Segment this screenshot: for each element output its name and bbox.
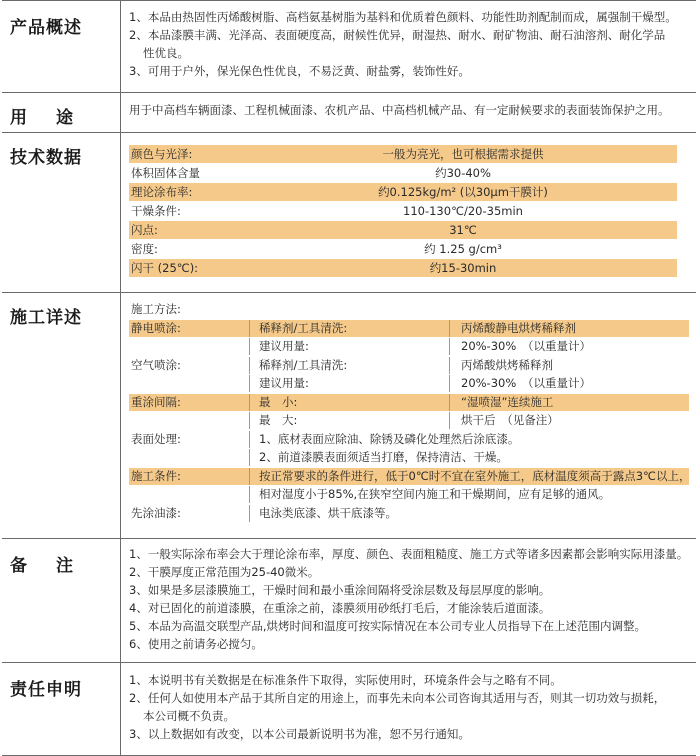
air-thinner-label: 稀释剂/工具清洗: [259,358,348,372]
surface-row-2 [129,449,689,466]
air-dosage-value: 20%-30% （以重量计） [461,376,592,390]
primer-row [129,505,689,522]
liability-line-4: 3、以上数据如有改变，以本公司最新说明书为准，恕不另行通知。 [129,727,470,741]
cell-divider [449,412,450,429]
electro-row-1 [129,320,689,337]
interval-label: 重涂间隔: [131,395,181,409]
interval-max-label: 最 大: [259,413,298,427]
overview-line-1: 1、本品由热固性丙烯酸树脂、高档氨基树脂为基料和优质着色颜料、功能性助剂配制而成，属强制干燥型。 [129,10,677,24]
cell-divider [249,486,250,503]
tech-row-color [129,145,677,163]
electro-label: 静电喷涂: [131,321,181,335]
tech-value: 一般为亮光，也可根据需求提供 [382,147,544,161]
tech-label: 颜色与光泽: [131,147,193,161]
cell-divider [249,357,250,374]
cell-divider [249,338,250,355]
primer-label: 先涂油漆: [131,506,181,520]
tech-value: 110-130℃/20-35min [403,204,523,218]
electro-row-2 [129,338,689,355]
cell-divider [449,357,450,374]
overview-heading: 产品概述 [10,18,82,38]
overview-line-4: 3、可用于户外，保光保色性优良，不易泛黄、耐盐雾，装饰性好。 [129,64,470,78]
tech-row-flashpoint [129,221,677,239]
tech-row-drying [129,202,677,220]
tech-heading: 技术数据 [10,148,82,168]
notes-heading: 备 注 [10,556,79,576]
conditions-line-1: 按正常要求的条件进行，低于0℃时不宜在室外施工，底材温度须高于露点3℃以上， [259,469,691,483]
column-divider [120,93,121,133]
air-dosage-label: 建议用量: [259,376,309,390]
section-liability [2,662,696,756]
usage-heading: 用 途 [10,108,79,128]
cell-divider [449,375,450,392]
air-label: 空气喷涂: [131,358,181,372]
column-divider [120,663,121,755]
cell-divider [449,338,450,355]
section-construction [2,292,696,539]
tech-value: 31℃ [449,223,477,237]
interval-max-value: 烘干后 （见备注） [461,413,559,427]
conditions-line-2: 相对湿度小于85%,在狭窄空间内施工和干燥期间，应有足够的通风。 [259,487,611,501]
cell-divider [449,394,450,411]
tech-row-coverage [129,183,677,201]
notes-line-6: 6、使用之前请务必搅匀。 [129,637,263,651]
tech-row-solids [129,164,677,182]
notes-line-3: 3、如果是多层漆膜施工，干燥时间和最小重涂间隔将受涂层数及每层厚度的影响。 [129,583,551,597]
tech-value: 约0.125kg/m² (以30μm干膜计) [378,185,548,199]
cell-divider [449,320,450,337]
cell-divider [249,468,250,485]
air-row-2 [129,375,689,392]
tech-value: 约 1.25 g/cm³ [424,242,502,256]
electro-thinner-value: 丙烯酸静电烘烤稀释剂 [461,321,576,335]
notes-line-4: 4、对已固化的前道漆膜，在重涂之前，漆膜须用砂纸打毛后，才能涂装后道面漆。 [129,601,551,615]
liability-line-3: 本公司概不负责。 [143,709,235,723]
interval-min-value: “湿喷湿”连续施工 [461,395,554,409]
construction-heading: 施工详述 [10,308,82,328]
air-thinner-value: 丙烯酸烘烤稀释剂 [461,358,553,372]
conditions-row-2 [129,486,689,503]
surface-line-1: 1、底材表面应除油、除锈及磷化处理然后涂底漆。 [259,432,520,446]
interval-min-label: 最 小: [259,395,298,409]
column-divider [120,539,121,663]
conditions-label: 施工条件: [131,469,181,483]
tech-label: 密度: [131,242,158,256]
cell-divider [249,375,250,392]
electro-thinner-label: 稀释剂/工具清洗: [259,321,348,335]
column-divider [120,133,121,293]
liability-line-1: 1、本说明书有关数据是在标准条件下取得，实际使用时，环境条件会与之略有不同。 [129,673,562,687]
notes-line-1: 1、一般实际涂布率会大于理论涂布率，厚度、颜色、表面粗糙度、施工方式等诸多因素都会影响实际用漆量。 [129,547,689,561]
cell-divider [249,431,250,448]
cell-divider [249,394,250,411]
tech-value: 约15-30min [429,261,497,275]
usage-text: 用于中高档车辆面漆、工程机械面漆、农机产品、中高档机械产品、有一定耐候要求的表面装饰保护之用。 [129,103,670,117]
tech-label: 体积固体含量 [131,166,200,180]
method-title-row [129,301,689,318]
tech-label: 闪点: [131,223,158,237]
conditions-row-1 [129,468,689,485]
primer-value: 电泳类底漆、烘干底漆等。 [259,506,397,520]
interval-row-2 [129,412,689,429]
liability-heading: 责任申明 [10,680,82,700]
tech-value: 约30-40% [435,166,491,180]
cell-divider [249,412,250,429]
section-notes [2,538,696,663]
surface-label: 表面处理: [131,432,181,446]
cell-divider [249,320,250,337]
air-row-1 [129,357,689,374]
notes-line-2: 2、干膜厚度正常范围为25-40微米。 [129,565,320,579]
tech-row-density [129,240,677,258]
cell-divider [249,449,250,466]
interval-row-1 [129,394,689,411]
section-tech-data [2,132,696,293]
tech-label: 干燥条件: [131,204,181,218]
electro-dosage-label: 建议用量: [259,339,309,353]
section-usage [2,92,696,133]
electro-dosage-value: 20%-30% （以重量计） [461,339,592,353]
overview-line-2: 2、本品漆膜丰满、光泽高、表面硬度高，耐候性优异，耐湿热、耐水、耐矿物油、耐石油溶剂、耐化学品 [129,28,666,42]
section-overview [2,0,696,93]
surface-row-1 [129,431,689,448]
notes-line-5: 5、本品为高温交联型产品,烘烤时间和温度可按实际情况在本公司专业人员指导下在上述范围内调整。 [129,619,646,633]
overview-line-3: 性优良。 [143,46,189,60]
tech-row-flash-dry [129,259,677,277]
tech-label: 理论涂布率: [131,185,193,199]
tech-label: 闪干 (25℃): [131,261,199,275]
cell-divider [249,505,250,522]
column-divider [120,1,121,93]
column-divider [120,293,121,539]
method-title: 施工方法: [131,302,181,316]
liability-line-2: 2、任何人如使用本产品于其所自定的用途上，而事先未向本公司咨询其适用与否，则其一切功效与损耗， [129,691,666,705]
surface-line-2: 2、前道漆膜表面须适当打磨，保持清洁、干燥。 [259,450,508,464]
